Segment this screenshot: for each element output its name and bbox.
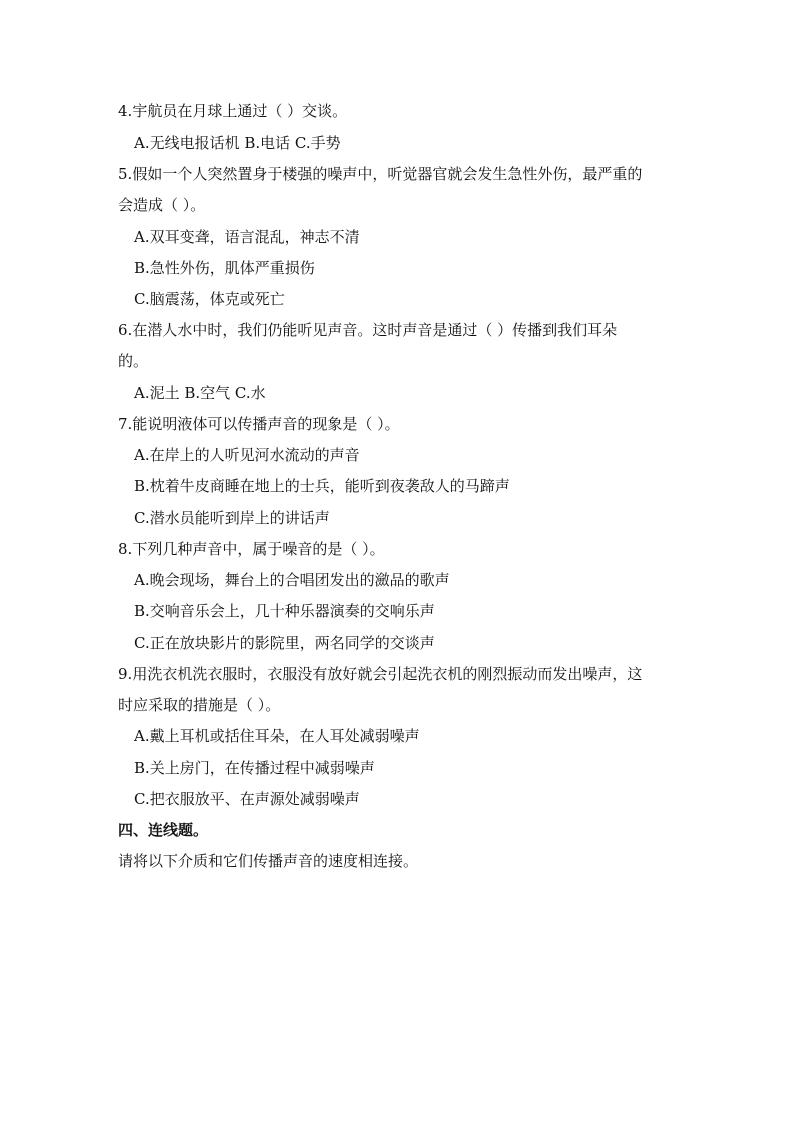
question-5-number: 5.	[118, 165, 133, 183]
question-8-text: 下列几种声音中，属于噪音的是（ ）。	[132, 540, 385, 558]
question-4-number: 4.	[118, 102, 133, 120]
question-9-option-b: B.关上房门，在传播过程中减弱噪声	[134, 759, 375, 777]
question-8-option-a: A.晚会现场，舞台上的合唱团发出的瀲品的歌声	[134, 571, 450, 589]
question-6-number: 6.	[118, 321, 133, 339]
question-7-text: 能说明液体可以传播声音的现象是（ ）。	[132, 415, 400, 433]
question-4-options: A.无线电报话机 B.电话 C.手势	[134, 134, 341, 152]
question-5-option-c: C.脑震荡，体克或死亡	[134, 290, 285, 308]
question-6-stem-cont: 的。	[118, 352, 149, 370]
question-5-text: 假如一个人突然置身于楼强的噪声中，听觉器官就会发生急性外伤，最严重的	[132, 165, 643, 183]
question-6-text: 在潜人水中时，我们仍能听见声音。这时声音是通过（ ）传播到我们耳朵	[132, 321, 618, 339]
question-7-option-a: A.在岸上的人听见河水流动的声音	[134, 446, 360, 464]
section-heading: 四、连线题。	[118, 821, 209, 839]
question-4-text: 宇航员在月球上通过（ ）交谈。	[132, 102, 348, 120]
question-5-option-a: A.双耳变聋，语言混乱，神志不清	[134, 228, 360, 246]
question-9-option-a: A.戴上耳机或括住耳朵，在人耳处减弱噪声	[134, 727, 420, 745]
question-9-option-c: C.把衣服放平、在声源处减弱噪声	[134, 790, 360, 808]
question-5-option-b: B.急性外伤，肌体严重损伤	[134, 259, 315, 277]
question-5-stem-cont: 会造成（ ）。	[118, 196, 206, 214]
question-4-stem	[118, 101, 347, 121]
question-5-stem	[118, 164, 642, 184]
question-8-number: 8.	[118, 540, 133, 558]
question-9-stem-cont: 时应采取的措施是（ ）。	[118, 696, 281, 714]
question-9-stem	[118, 664, 642, 684]
question-7-option-b: B.枕着牛皮商睡在地上的士兵，能听到夜袭敌人的马蹄声	[134, 477, 510, 495]
question-7-stem	[118, 414, 400, 434]
question-7-option-c: C.潜水员能听到岸上的讲话声	[134, 509, 330, 527]
question-9-text: 用洗衣机洗衣服时，衣服没有放好就会引起洗衣机的刚烈振动而发出噪声，这	[132, 665, 643, 683]
question-9-number: 9.	[118, 665, 133, 683]
question-6-options: A.泥土 B.空气 C.水	[134, 384, 266, 402]
question-8-option-c: C.正在放块影片的影院里，两名同学的交谈声	[134, 634, 435, 652]
question-8-stem	[118, 539, 385, 559]
question-8-option-b: B.交响音乐会上，几十种乐器演奏的交响乐声	[134, 602, 435, 620]
section-instruction: 请将以下介质和它们传播声音的速度相连接。	[118, 852, 419, 870]
question-7-number: 7.	[118, 415, 133, 433]
question-6-stem	[118, 320, 617, 340]
